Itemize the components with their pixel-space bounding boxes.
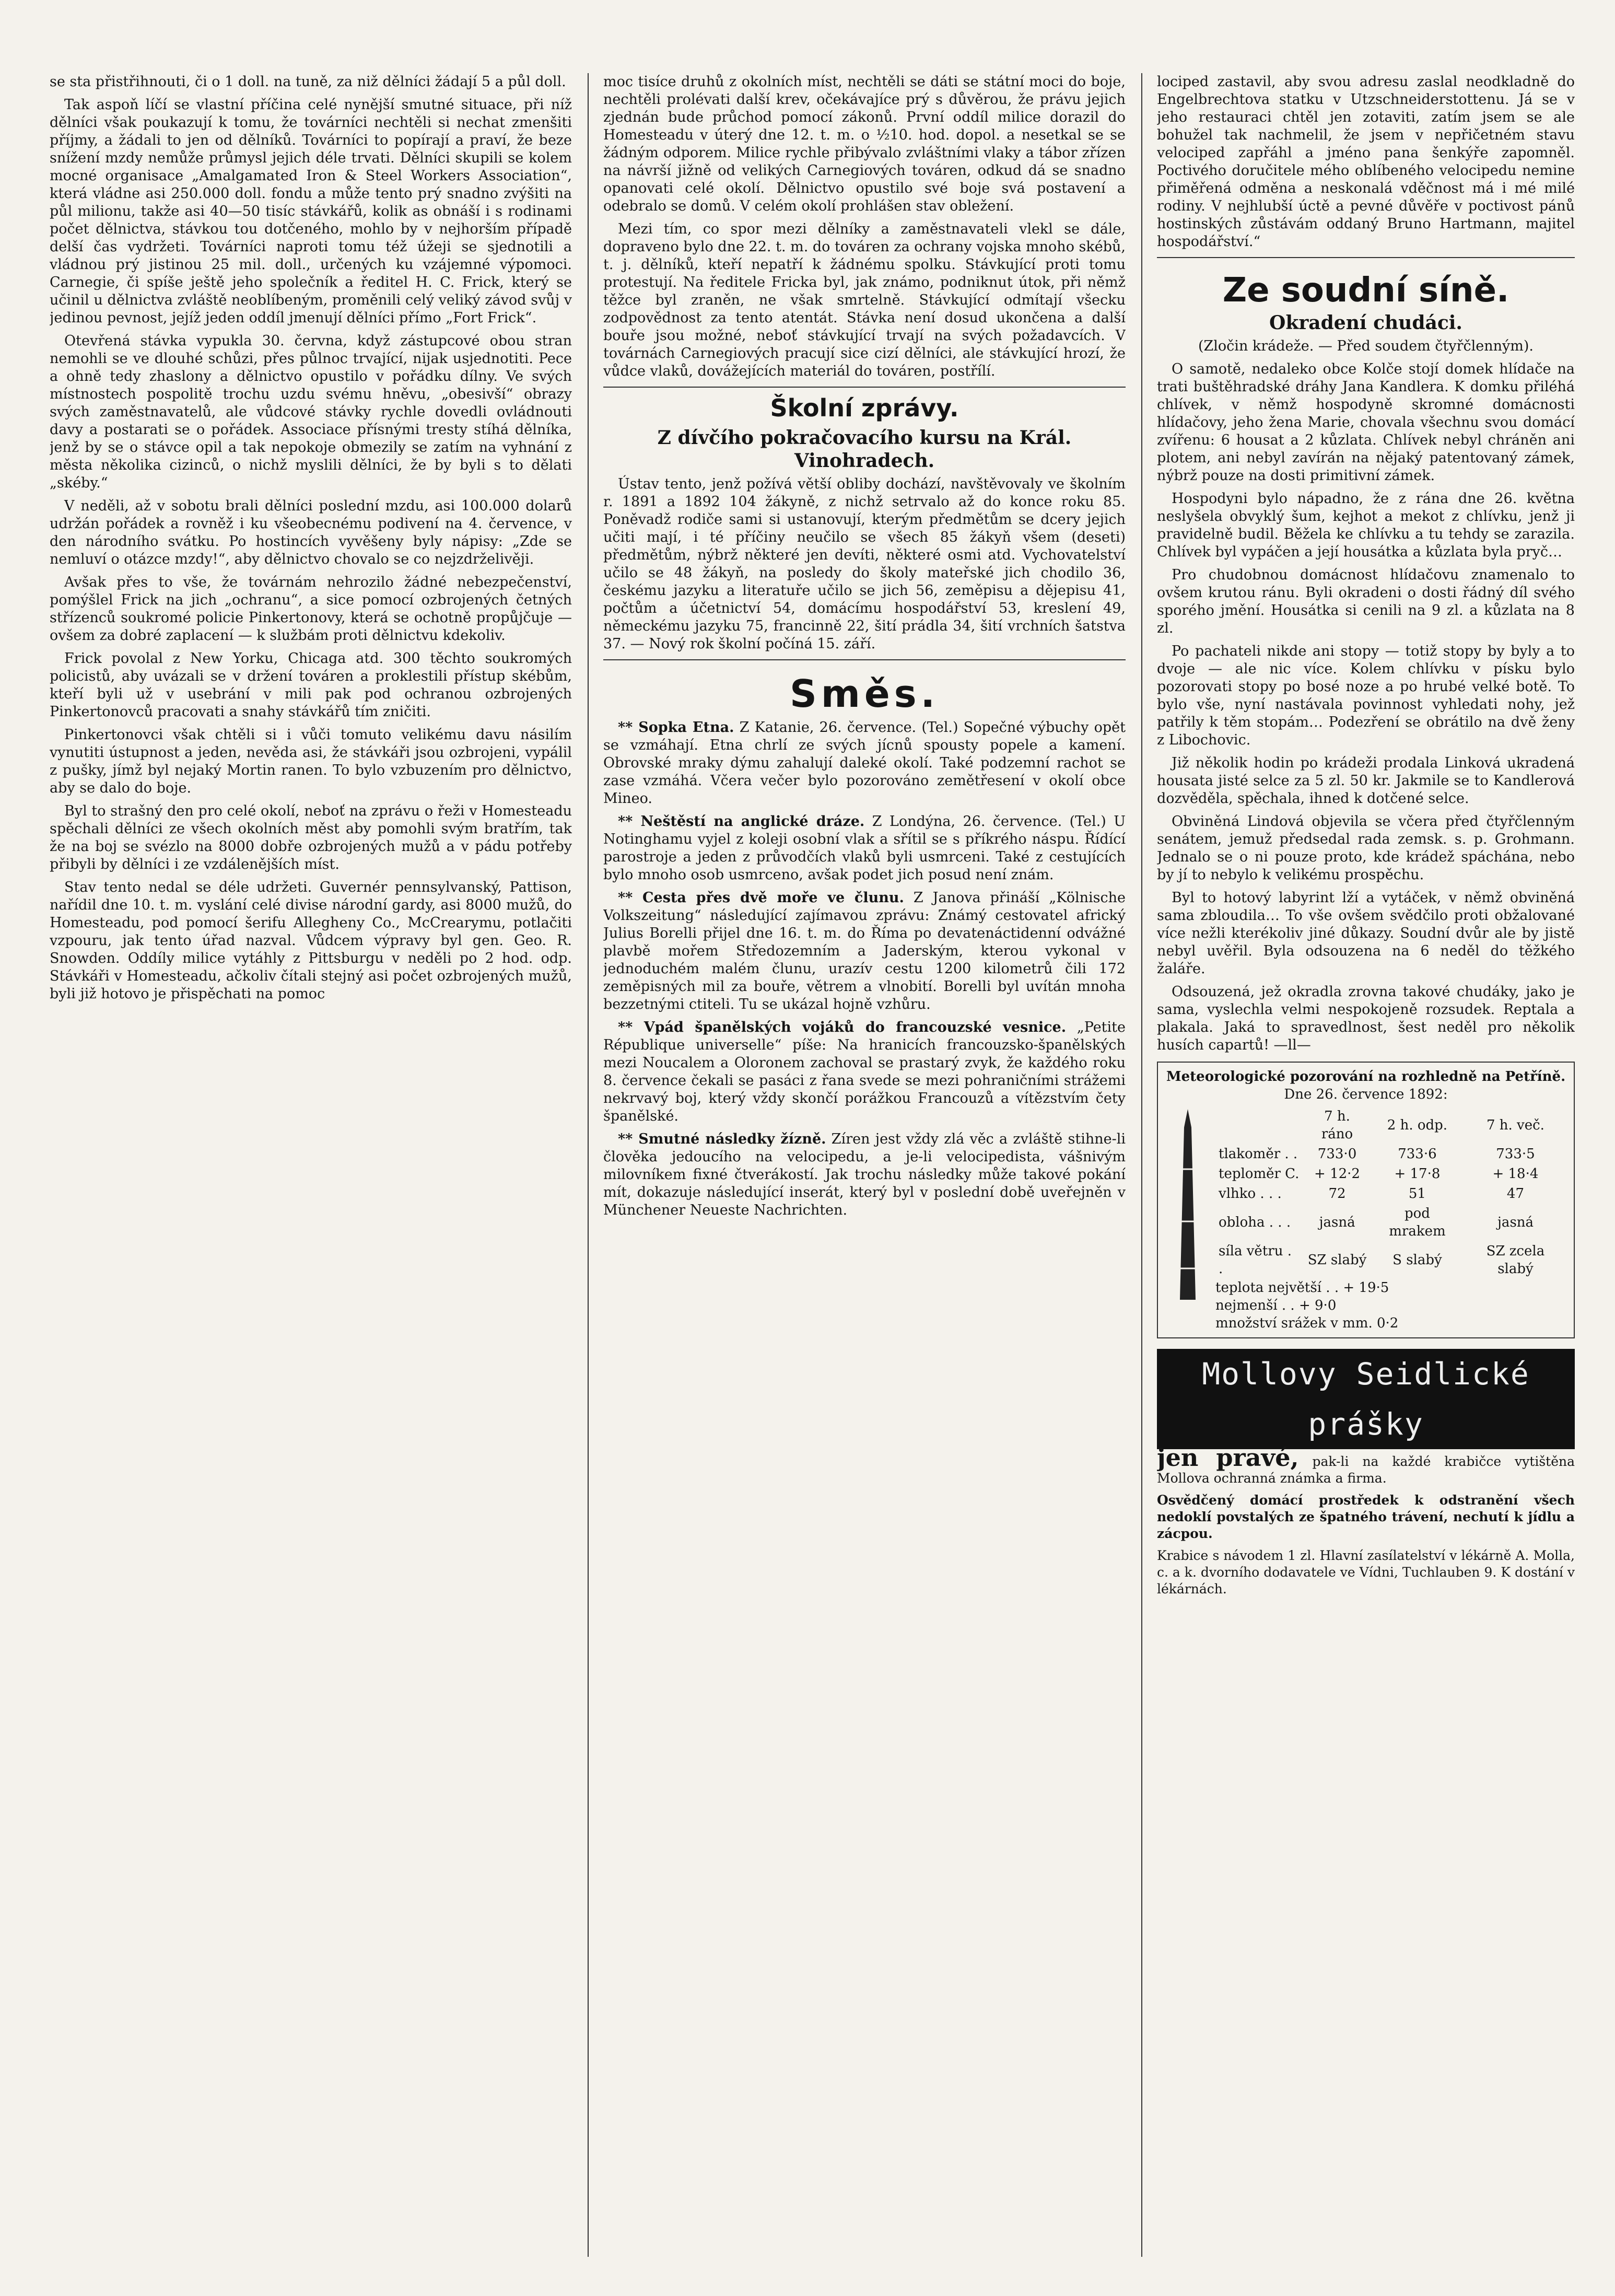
separator	[603, 659, 1126, 660]
weather-header-row	[1215, 1106, 1567, 1144]
column-rule	[1141, 73, 1142, 2257]
weather-cell: SZ slabý	[1307, 1252, 1367, 1268]
column-right	[1157, 73, 1575, 2257]
weather-title: Meteorologické pozorování na rozhledně na Petříně.	[1166, 1069, 1566, 1085]
weather-cell: + 17·8	[1394, 1166, 1441, 1182]
paragraph: se sta přistřihnouti, či o 1 doll. na tuně, za niž dělníci žádají 5 a půl doll.	[50, 74, 566, 90]
column-middle	[603, 73, 1126, 2257]
weather-date: Dne 26. července 1892:	[1284, 1087, 1448, 1102]
weather-cell: jasná	[1319, 1215, 1355, 1230]
weather-cell: vlhko . . .	[1219, 1186, 1282, 1202]
paragraph: Stav tento nedal se déle udržeti. Guvernér pennsylvanský, Pattison, nařídil dne 10. t. m. vyslání celé divise národní gardy, asi 8000 mužů, do Homesteadu, pod pomocí šerifu Allegheny Co., McCrearymu, potlačiti vzpouru, jak tento úřad nazval. Vůdcem výpravy byl gen. Geo. R. Snowden. Oddíly milice vytáhly z Pittsburgu v neděli po 2 hod. odp. Stávkáři v Homesteadu, ačkoliv čítali stejný asi počet ozbrojených mužů, byli již hotovo je přispěchati na pomoc	[50, 879, 572, 1002]
weather-row	[1215, 1164, 1567, 1184]
weather-cell: 72	[1328, 1186, 1346, 1202]
weather-extra: množství srážek v mm. 0·2	[1215, 1315, 1399, 1331]
column-left	[50, 73, 572, 2257]
weather-cell: 733·0	[1317, 1146, 1357, 1162]
paragraph: Byl to strašný den pro celé okolí, neboť na zprávu o řeži v Homesteadu spěchali dělníci ze všech okolních měst aby pomohli svým bratřím, tak že na boj se svézlo na 8000 dobře ozbrojených mužů a v pádu potřeby přibyli by dělníci i ze vzdálenějších míst.	[50, 803, 572, 872]
weather-extra: nejmenší . . + 9·0	[1215, 1298, 1337, 1313]
paragraph: Byl to hotový labyrint lží a vytáček, v němž obviněná sama zbloudila… To vše ovšem svědčilo proti obžalované více nežli kterékoliv jiné důkazy. Soudní dvůr ale by jistě nebyl uvěřil. Byla odsouzena na 6 neděl do těžkého žaláře.	[1157, 890, 1575, 977]
news-item-lead: ** Cesta přes dvě moře ve člunu.	[618, 890, 904, 906]
paragraph: Pinkertonovci však chtěli si i vůči tomuto velikému davu násilím vynutiti ústupnost a jeden, nevěda asi, že stávkáři jsou ozbrojeni, vypálil z pušky, jímž byl nejaký Mortin ranen. To bylo vzbuzením pro dělnictvo, aby se dalo do boje.	[50, 727, 572, 796]
news-item-lead: ** Neštěstí na anglické dráze.	[618, 813, 865, 830]
weather-cell: S slabý	[1392, 1252, 1442, 1268]
weather-cell: SZ zcela slabý	[1486, 1243, 1545, 1277]
paragraph: Již několik hodin po krádeži prodala Linková ukradená housata jisté selce za 5 zl. 50 kr. Jakmile se to Kandlerová dozvěděla, spěchala, ihned k dotčené selce.	[1157, 755, 1575, 807]
news-item-text: „Petite République universelle“ píše: Na hranicích francouzsko-španělských mezi Noucalem a Oloronem zachoval se prastarý zvyk, že každého roku 8. července čekali se pasáci z řana svede se mezi pohraničními strážemi nekrvavý boj, který vždy skončí porážkou Francouzů a vítězstvím čety španělské.	[603, 1019, 1126, 1124]
ad-small: Krabice s návodem 1 zl. Hlavní zasílatelství v lékárně A. Molla, c. a k. dvorního dodavatele ve Vídni, Tuchlauben 9. K dostání v lékárnách.	[1157, 1548, 1575, 1596]
weather-extra: teplota největší . . + 19·5	[1215, 1280, 1389, 1296]
section-heading-schools: Školní zprávy.	[770, 394, 959, 422]
weather-box	[1157, 1062, 1575, 1338]
weather-header	[1215, 1106, 1303, 1144]
news-item-text: Z Janova přináší „Kölnische Volkszeitung“ následující zajímavou zprávu: Známý cestovatel africký Julius Borelli přijel dne 16. t. m. do Říma po devatenáctidenní odvážné plavbě mořem Středozemním a Jaderským, kterou vykonal v jednoduchém malém člunu, urazív cestu 1200 kilometrů čili 172 zeměpisných mil za bouře, větrem a vlnobití. Borelli byl uvítán mnoha bezzetnými ctiteli. Tu se ukázal hojně vzhůru.	[603, 890, 1126, 1012]
newspaper-page	[50, 73, 1575, 2257]
news-item	[603, 889, 1126, 1013]
section-caption: (Zločin krádeže. — Před soudem čtyřčlenným).	[1198, 338, 1534, 354]
weather-cell: teploměr C.	[1219, 1166, 1300, 1182]
ad-body: Osvědčený domácí prostředek k odstranění všech nedoklí povstalých ze špatného trávení, nechutí k jídlu a zácpou.	[1157, 1493, 1575, 1541]
news-item	[603, 813, 1126, 884]
ad-lead-rest: pak-li na každé krabičce vytištěna Mollova ochranná známka a firma.	[1157, 1454, 1575, 1486]
paragraph: moc tisíce druhů z okolních míst, nechtěli se dáti se státní moci do boje, nechtěli prolévati další krev, očekávajíce prý s důvěrou, že právu jejich zjednán bude průchod pomocí zákonů. První oddíl milice dorazil do Homesteadu v úterý dne 12. t. m. o ½10. hod. dopol. a nesetkal se se žádným odporem. Milice rychle přibývalo zvláštními vlaky a tábor zřízen na návrší jižně od velikých Carnegiových továren, odkud dá se snadno opanovati celé okolí. Dělnictvo opustilo své boje svá postavení a odebralo se domů. V celém okolí prohlášen stav obležení.	[603, 74, 1126, 214]
paragraph: Hospodyni bylo nápadno, že z rána dne 26. května neslyšela obvyklý šum, kejhot a mekot z chlívku, jenž ji pravidelně budil. Běžela ke chlívku a tu tehdy se zarazila. Chlívek byl vypáčen a její housátka a kůzlata byla pryč…	[1157, 491, 1575, 560]
ad-banner: Mollovy Seidlické prášky	[1157, 1349, 1575, 1449]
paragraph: Obviněná Lindová objevila se včera před čtyřčlenným senátem, jemuž předsedal rada zemsk. s. p. Grohmann. Jednalo se o ni pouze proto, kde krádež spáchána, nebo by jí to nebylo k velikému prospěchu.	[1157, 813, 1575, 883]
weather-header: 7 h. ráno	[1321, 1109, 1353, 1142]
weather-cell: 733·5	[1496, 1146, 1535, 1162]
paragraph: Odsouzená, jež okradla zrovna takové chudáky, jako je sama, vyslechla velmi nespokojeně rozsudek. Reptala a plakala. Jaká to spravedlnost, šest neděl pro několik husích capartů! —ll—	[1157, 984, 1575, 1053]
news-item-text: Zíren jest vždy zlá věc a zvláště stihne-li člověka jedoucího na velocipedu, a je-li velocipedista, vášnivým milovníkem fixné čtverákostí. Jak trochu následky může takové pokání mít, dokazuje následující inserát, který byl v poslední době uveřejněn v Münchener Neueste Nachrichten.	[603, 1131, 1126, 1218]
weather-cell: + 12·2	[1314, 1166, 1360, 1182]
paragraph: Otevřená stávka vypukla 30. června, když zástupcové obou stran nemohli se ve dlouhé schůzi, přes půlnoc trvající, nijak usjednotiti. Pece a ohně tedy zhaslony a dělnictvo opustilo v pořádku dílny. Ve svých místnostech pospolitě trochu uzdu svému hněvu, „obesivší“ obrazy svých zaměstnavatelů, ale vůdcové stávky rychle dovedli ovládnouti davy a postarati se o pořádek. Associace přísnými tresty stíhá dělníka, jenž by se o stávce opil a tak nepokoje obmezily se zatím na vyhnání z města několika cizinců, o nichž myslili dělníci, že by byli s to dělati „skéby.“	[50, 333, 572, 491]
weather-cell: jasná	[1497, 1215, 1534, 1230]
news-item-text: Z Londýna, 26. července. (Tel.) U Notinghamu vyjel z koleji osobní vlak a sřítil se s příkrého náspu. Řídící parostroje a jeden z průvodčích vlaků byli usmrceni. Také z cestujících bylo mnoho osob usmrceno, avšak podet jich posud není znám.	[603, 813, 1126, 883]
ad-lead-line	[1157, 1443, 1575, 1487]
paragraph: Ústav tento, jenž požívá větší obliby dochází, navštěvovaly ve školním r. 1891 a 1892 104 žákyně, z nichž setrvalo až do konce roku 85. Poněvadž rodiče sami si ustanovují, kterým předmětům se dcery jejich učiti mají, i té příčiny neučilo se všech 85 žákyň všem (deseti) předmětům, nýbrž některé jen devíti, některé osmi atd. Vychovatelství učilo se 48 žákyň, na posledy do školy mateřské jich chodilo 36, českému jazyku a literatuře učilo se jich 56, zeměpisu a dějepisu 41, počtům a účetnictví 54, domácímu hospodářství 53, kreslení 49, německému jazyku 75, francinně 22, šití prádla 34, šití vrchních šatstva 37. — Nový rok školní počíná 15. září.	[603, 476, 1126, 652]
ad-lead: jen pravé,	[1157, 1443, 1299, 1472]
news-item-lead: ** Vpád španělských vojáků do francouzské vesnice.	[618, 1019, 1067, 1035]
paragraph: lociped zastavil, aby svou adresu zaslal neodkladně do Engelbrechtova statku v Utzschneiderstottenu. Já se v jeho restauraci chtěl jen zotaviti, zatím jsem se ale bohužel tak nachmelil, že jsem v nepřičetném stavu velociped zapřáhl a jméno pana šenkýře zapomněl. Poctivého doručitele mého oblíbeného velocipedu nemine přiměřená odměna a neskonalá vděčnost má i mé milé rodiny. V nejhlubší úctě a pevné důvěře v poctivost pánů hostinských zůstávám oddaný Bruno Hartmann, majitel hospodářství.“	[1157, 74, 1575, 250]
section-heading-misc: Směs.	[790, 672, 939, 716]
weather-cell: 733·6	[1398, 1146, 1437, 1162]
news-item	[603, 1019, 1126, 1125]
paragraph: Pro chudobnou domácnost hlídačovu znamenalo to ovšem krutou ránu. Byli okradeni o dosti řádný díl svého sporého jmění. Housátka si cenili na 9 zl. a kůzlata na 8 zl.	[1157, 567, 1575, 636]
paragraph: Frick povolal z New Yorku, Chicaga atd. 300 těchto soukromých policistů, aby uvázali se v držení továren a proklestili přístup skébům, kteří byli už v usebrání v mili pak pod ochranou ozbrojených Pinkertonovců pracovati a snahy stávkářů tím zničiti.	[50, 650, 572, 720]
paragraph: Mezi tím, co spor mezi dělníky a zaměstnavateli vlekl se dále, dopraveno bylo dne 22. t. m. do továren za ochrany vojska mnoho skébů, t. j. dělníků, kteří nepatří k žádnému spolku. Stávkující proti tomu protestují. Na ředitele Fricka byl, jak známo, podniknut útok, při němž těžce byl zraněn, ne však smrtelně. Stávkující odmítají všecku zodpovědnost za tento atentát. Stávka není dosud ukončena a další bouře jsou možné, neboť stávkující trvají na svých požadavcích. V továrnách Carnegiových pracují sice cizí dělníci, ale stávkující hrozí, že vůdce vlaků, dovážejících materiál do továren, postřílí.	[603, 221, 1126, 379]
separator	[603, 387, 1126, 388]
weather-row	[1215, 1184, 1567, 1204]
news-item	[603, 1130, 1126, 1219]
weather-row	[1215, 1144, 1567, 1164]
weather-cell: 47	[1506, 1186, 1524, 1202]
news-item-lead: ** Smutné následky žízně.	[618, 1131, 826, 1147]
weather-cell: + 18·4	[1492, 1166, 1539, 1182]
news-item-text: Z Katanie, 26. července. (Tel.) Sopečné výbuchy opět se vzmáhají. Etna chrlí ze svých jícnů spousty popele a kamení. Obrovské mraky dýmu zahalují daleké okolí. Také podzemní rachot se zase vzmáhá. Včera večer bylo pozorováno zemětřesení v okolí obce Mineo.	[603, 719, 1126, 807]
weather-cell: pod mrakem	[1389, 1206, 1446, 1239]
weather-cell: síla větru . .	[1219, 1243, 1292, 1277]
advertisement	[1157, 1349, 1575, 1598]
column-rule	[588, 73, 589, 2257]
news-item-lead: ** Sopka Etna.	[618, 719, 734, 736]
weather-row	[1215, 1204, 1567, 1241]
section-subheading: Okradení chudáci.	[1269, 312, 1462, 334]
weather-header: 7 h. več.	[1486, 1117, 1544, 1133]
paragraph: Avšak přes to vše, že továrnám nehrozilo žádné nebezpečenství, pomýšlel Frick na jich „ochranu“, a sice pomocí ozbrojených četných střízenců soukromé policie Pinkertonovy, která se ochotně propůjčuje — ovšem za dobré zaplacení — k službám proti dělnictvu kdekoliv.	[50, 574, 572, 644]
weather-cell: obloha . . .	[1219, 1215, 1291, 1230]
news-item	[603, 719, 1126, 808]
weather-row	[1215, 1241, 1567, 1279]
weather-table	[1215, 1106, 1567, 1279]
paragraph: Tak aspoň líčí se vlastní příčina celé nynější smutné situace, při níž dělníci však poukazují k tomu, že továrníci nechtěli si nechat zmenšiti příjmy, a žádali to jen od dělníků. Továrníci to popírají a praví, že beze snížení mzdy nemůže průmysl jejich déle trvati. Dělníci skupili se kolem mocné organisace „Amalgamated Iron & Steel Workers Association“, která vládne asi 250.000 doll. fondu a může tento prý snadno zvýšiti na půl milionu, takže asi 40—50 tisíc stávkářů, kolik as obnáší i s rodinami počet dělnictva, stávkou tou dotčeného, mohlo by v nejhorším případě delší čas vydržeti. Továrníci naproti tomu též úžeji se sjednotili a vládnou prý jistinou 25 mil. doll., určených ku vzájemné výpomoci. Carnegie, či spíše ještě jeho společník a ředitel H. C. Frick, který se učinil u dělnictva zvláště neoblíbeným, proměnili celý veliký závod svůj v jedinou pevnost, jejíž jeden oddíl jmenují dělníci přímo „Fort Frick“.	[50, 97, 572, 326]
weather-cell: tlakoměr . .	[1219, 1146, 1298, 1162]
section-heading-court: Ze soudní síně.	[1222, 271, 1509, 310]
section-subheading: Z dívčího pokračovacího kursu na Král. Vinohradech.	[657, 427, 1072, 472]
paragraph: Po pachateli nikde ani stopy — totiž stopy by byly a to dvoje — ale nic více. Kolem chlívku v písku bylo pozorovati stopy po bosé noze a po hrubé velké botě. To bylo vše, nyní nastávala povinnost vyhledati nohy, jež patřily k těm stopám… Podezření se obrátilo na dvě ženy z Libochovic.	[1157, 643, 1575, 748]
observation-tower-icon	[1164, 1106, 1211, 1305]
paragraph: V neděli, až v sobotu brali dělníci poslední mzdu, asi 100.000 dolarů udržán pořádek a rovněž i ku všeobecnému podivení na 4. července, v den národního svátku. Po hostincích vyvěšeny byly nápisy: „Zde se nemluví o otázce mzdy!“, aby dělnictvo chovalo se co nejzdrželivěji.	[50, 498, 572, 567]
paragraph: O samotě, nedaleko obce Kolče stojí domek hlídače na trati buštěhradské dráhy Jana Kandlera. K domku přiléhá chlívek, v němž hospodyně skromné domácnosti hlídačovy, jeho žena Marie, chovala všechnu svou domácí zvířenu: 6 housat a 2 kůzlata. Chlívek nebyl chráněn ani plotem, ani nebyl zavírán na nějaký patentovaný zámek, nýbrž pouze na dosti primitivní zámek.	[1157, 361, 1575, 484]
weather-cell: 51	[1408, 1186, 1426, 1202]
weather-header: 2 h. odp.	[1387, 1117, 1448, 1133]
separator	[1157, 257, 1575, 258]
